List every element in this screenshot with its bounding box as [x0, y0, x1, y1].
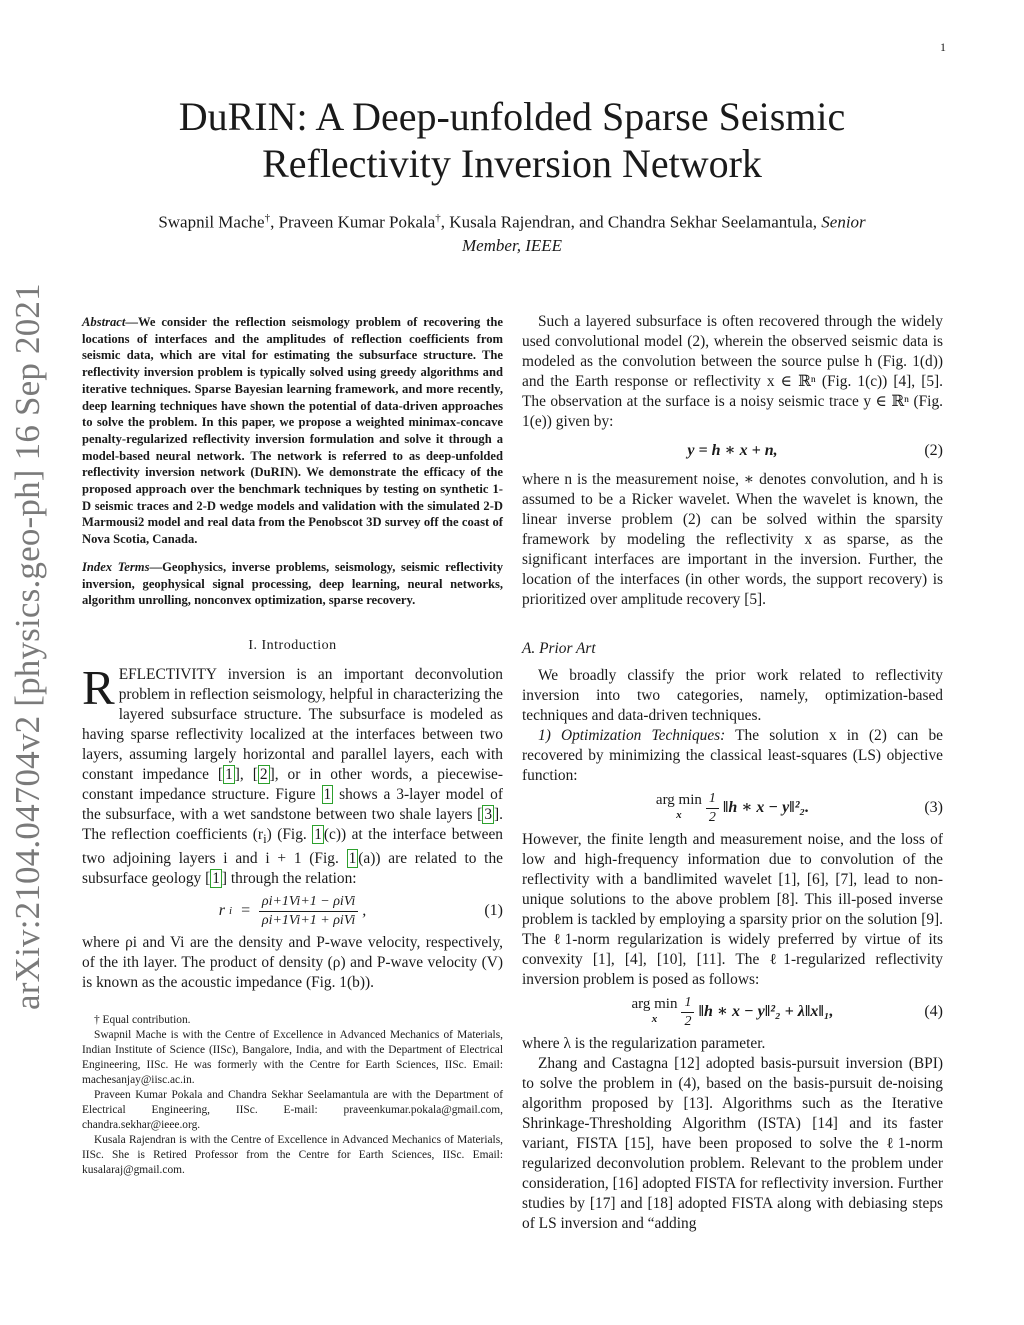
intro-paragraph: REFLECTIVITY inversion is an important deconvolution problem in reflection seismology, helpful in characterizing the layered subsurface structure. The subsurface is modeled as having sparse reflectivity localized at the interfaces between two layers, assuming largely horizontal and parallel layers, each with constant impedance [ 1 ], [ 2 ], or in other words, a piecewise-constant impedance structure. Figure 1 shows a 3-layer model of the subsurface, with a wet sandstone between two shale layers [ 3 ]. The reflection coefficients $(r_i)$ (Fig. 1 (c)) at the interface between two adjoining layers i and i + 1 (Fig. 1 (a)) are related to the subsurface geology [ 1 ] through the relation: — [82, 659, 504, 888]
paragraph-prior-work: We broadly classify the prior work related to reflectivity inversion into two categories, namely, optimization-based techniques and data-driven techniques. — [522, 667, 943, 724]
intro-text-g: (a)) are related to the subsurface geology [ — [82, 850, 503, 888]
dagger-mark: † — [264, 212, 271, 224]
intro-text-f: (c)) at the interface between two adjoining layers i and i + 1 (Fig. — [82, 825, 504, 868]
left-column — [82, 314, 503, 1178]
right-column — [522, 312, 943, 1234]
paragraph-convolutional-model: Such a layered subsurface is often recovered through the widely used convolutional model (2), wherein the observed seismic data is modeled as the convolution between the source pulse h (Fig. 1(d)) and the Earth response or reflectivity x ∈ ℝⁿ (Fig. 1(c)) [4], [5]. The observation at the surface is a noisy seismic trace y ∈ ℝⁿ (Fig. 1(e)) given by: — [522, 313, 943, 430]
title-line-2: Reflectivity Inversion Network — [262, 141, 762, 186]
section-heading-introduction: I. Introduction — [248, 637, 337, 653]
equation-2 — [522, 432, 943, 470]
eq3-label: (3) — [924, 799, 943, 816]
eq4-body: ‖h ∗ x − y‖²₂ + λ‖x‖₁, — [698, 1003, 834, 1020]
eq4-half-num: 1 — [681, 994, 694, 1013]
index-terms — [82, 559, 503, 609]
intro-text-a: EFLECTIVITY inversion is an important deconvolution problem in reflection seismology, helpful in characterizing the layered subsurface structure. The subsurface is modeled as having sparse reflectivity localized at the interfaces between two layers, assuming largely horizontal and parallel layers, each with constant impedance [ — [82, 665, 503, 783]
arxiv-stamp: arXiv:2104.04704v2 [physics.geo-ph] 16 Sep 2021 — [8, 283, 47, 1010]
intro-paragraph-2: where ρi and Vi are the density and P-wave velocity, respectively, of the ith layer. The product of density (ρ) and P-wave velocity (V) is known as the acoustic impedance (Fig. 1(b)). — [82, 934, 503, 992]
figure-link[interactable]: 1 — [314, 825, 322, 843]
subsection-heading-prior-art: A. Prior Art — [522, 640, 596, 657]
paragraph-ill-posed: However, the finite length and measurement noise, and the loss of low and high-frequency information due to convolution of the reflectivity with a bandlimited wavelet [1], [6], [7], lead to non-unique solutions to the above problem [8]. This ill-posed inverse problem is tackled by employing a sparsity prior on the solution [9]. The ℓ1-norm regularization is widely preferred by virtue of its convexity [1], [4], [10], [11]. The ℓ1-regularized reflectivity inversion problem is posed as follows: — [522, 831, 943, 988]
footnote-pokala: Praveen Kumar Pokala and Chandra Sekhar Seelamantula are with the Department of Electrical Engineering, IISc. E-mail: praveenkumar.pokala@gmail.com, chandra.sekhar@ieee.org. — [82, 1089, 503, 1132]
author-pokala: , Praveen Kumar Pokala — [270, 212, 436, 232]
author-grade-senior: Senior — [821, 212, 866, 232]
eq4-argmin: arg min — [631, 996, 678, 1012]
paragraph-noise: where n is the measurement noise, ∗ denotes convolution, and h is assumed to be a Ricker wavelet. When the wavelet is known, the linear inverse problem (2) can be solved within the sparsity framework by modeling the reflectivity x as sparse, as the significant interfaces are important in the inversion. Further, the location of the interfaces (in other words, the support recovery) is prioritized over amplitude recovery [5]. — [522, 471, 943, 608]
eq1-denominator: ρi+1Vi+1 + ρiVi — [261, 912, 356, 928]
eq3-half-den: 2 — [708, 809, 716, 825]
footnote-mache: Swapnil Mache is with the Centre of Excellence in Advanced Mechanics of Materials, Indian Institute of Science (IISc), Bangalore, India, and with the Department of Electrical Engineering, IISc. He was formerly with the Centre for Earth Sciences, IISc. Email: machesanjay@iisc.ac.in. — [82, 1029, 503, 1087]
equation-1: r i = $\frac{\text{ρi+1Vi+1 − ρiVi}}{\text{ρi+1Vi+1 + ρiVi}}$ , (1) — [218, 893, 503, 928]
paragraph-optimization — [522, 726, 943, 786]
equation-4 — [522, 990, 943, 1034]
intro-text-c: shows a 3-layer model of the subsurface, with a wet sandstone between two shale layers [ — [82, 785, 503, 823]
eq2-body: y = h ∗ x + n, — [687, 442, 778, 459]
index-terms-lead: Index Terms — [82, 559, 150, 574]
author-grade-member: Member, IEEE — [461, 235, 563, 255]
eq3-argmin: arg min — [655, 792, 702, 808]
author-list — [110, 207, 914, 257]
footnote-rajendran: Kusala Rajendran is with the Centre of Excellence in Advanced Mechanics of Materials, IISc. She is Retired Professor from the Centre for Earth Sciences, IISc. Email: kusalaraj@gmail.com. — [82, 1134, 503, 1177]
eq4-half-den: 2 — [684, 1013, 692, 1029]
eq1-label: (1) — [484, 902, 503, 920]
citation-link[interactable]: 3 — [484, 805, 493, 823]
footnote-equal-contribution: † Equal contribution. — [94, 1014, 191, 1027]
paper-title — [0, 93, 1024, 187]
eq4-label: (4) — [924, 1003, 943, 1020]
eq1-fraction — [259, 893, 358, 930]
eq2-label: (2) — [924, 442, 943, 459]
title-line-1: DuRIN: A Deep-unfolded Sparse Seismic — [178, 94, 846, 139]
dagger-mark: † — [435, 212, 441, 224]
author-others: , Kusala Rajendran, and Chandra Sekhar Seelamantula, — [440, 212, 822, 232]
citation-link[interactable]: 2 — [259, 765, 268, 783]
abstract-lead: Abstract — [82, 315, 126, 329]
author-mache: Swapnil Mache — [158, 212, 265, 232]
eq3-half — [706, 790, 719, 827]
citation-link[interactable]: 1 — [225, 765, 233, 783]
footnotes — [82, 1013, 503, 1178]
abstract — [82, 314, 503, 548]
optimization-text: The solution x in (2) can be recovered by minimizing the classical least-squares (LS) objective function: — [522, 727, 943, 784]
subsubsection-heading: 1) Optimization Techniques: — [538, 727, 726, 744]
eq1-numerator: ρi+1Vi+1 − ρiVi — [259, 893, 358, 912]
index-terms-text: —Geophysics, inverse problems, seismology, seismic reflectivity inversion, geophysical signal processing, deep learning, neural networks, algorithm unrolling, nonconvex optimization, sparse recovery. — [82, 559, 503, 608]
paragraph-bpi: Zhang and Castagna [12] adopted basis-pursuit inversion (BPI) to solve the problem in (4), based on the basis-pursuit de-noising algorithm proposed by [13]. Algorithms such as the Iterative Shrinkage-Thresholding Algorithm (ISTA) [14] and its faster variant, FISTA [15], have been proposed to solve the ℓ1-norm regularized deconvolution problem. Relevant to the problem under consideration, [16] adopted FISTA for reflectivity inversion. Further studies by [17] and [18] adopted FISTA along with debiasing steps of LS inversion and “adding — [522, 1055, 943, 1232]
eq4-half — [681, 994, 694, 1031]
eq4-subscript: x — [651, 1013, 658, 1025]
citation-link[interactable]: 1 — [212, 870, 220, 888]
page-number: 1 — [940, 40, 946, 54]
eq3-body: ‖h ∗ x − y‖²₂. — [722, 799, 810, 816]
figure-link[interactable]: 1 — [323, 785, 332, 803]
paragraph-lambda: where λ is the regularization parameter. — [522, 1035, 766, 1052]
drop-cap: R — [82, 659, 115, 715]
intro-text-e: ) (Fig. — [266, 825, 313, 843]
eq1-lhs: r — [218, 902, 225, 920]
intro-text-d: ]. The reflection coefficients (r — [82, 805, 503, 843]
eq3-half-num: 1 — [706, 790, 719, 809]
equation-3 — [522, 786, 943, 830]
figure-link[interactable]: 1 — [348, 850, 357, 868]
abstract-text: —We consider the reflection seismology problem of recovering the locations of interfaces and the amplitudes of reflection coefficients from seismic data, which are vital for estimating the subsurface structure. The reflectivity inversion problem is typically solved using greedy algorithms and iterative techniques. Sparse Bayesian learning framework, and more recently, deep learning techniques have shown the potential of data-driven approaches to solve the problem. In this paper, we propose a weighted minimax-concave penalty-regularized reflectivity inversion formulation and solve it through a model-based neural network. The network is referred to as deep-unfolded reflectivity inversion network (DuRIN). We demonstrate the efficacy of the proposed approach over the benchmark techniques by testing on synthetic 1-D seismic traces and 2-D wedge models and validation with the simulated 2-D Marmousi2 model and real data from the Penobscot 3D survey off the coast of Nova Scotia, Canada. — [82, 315, 503, 547]
eq3-subscript: x — [676, 809, 682, 821]
intro-text-h: ] through the relation: — [221, 870, 357, 888]
intro-text-b: ], or in other words, a piecewise-constant impedance structure. Figure — [82, 765, 503, 803]
